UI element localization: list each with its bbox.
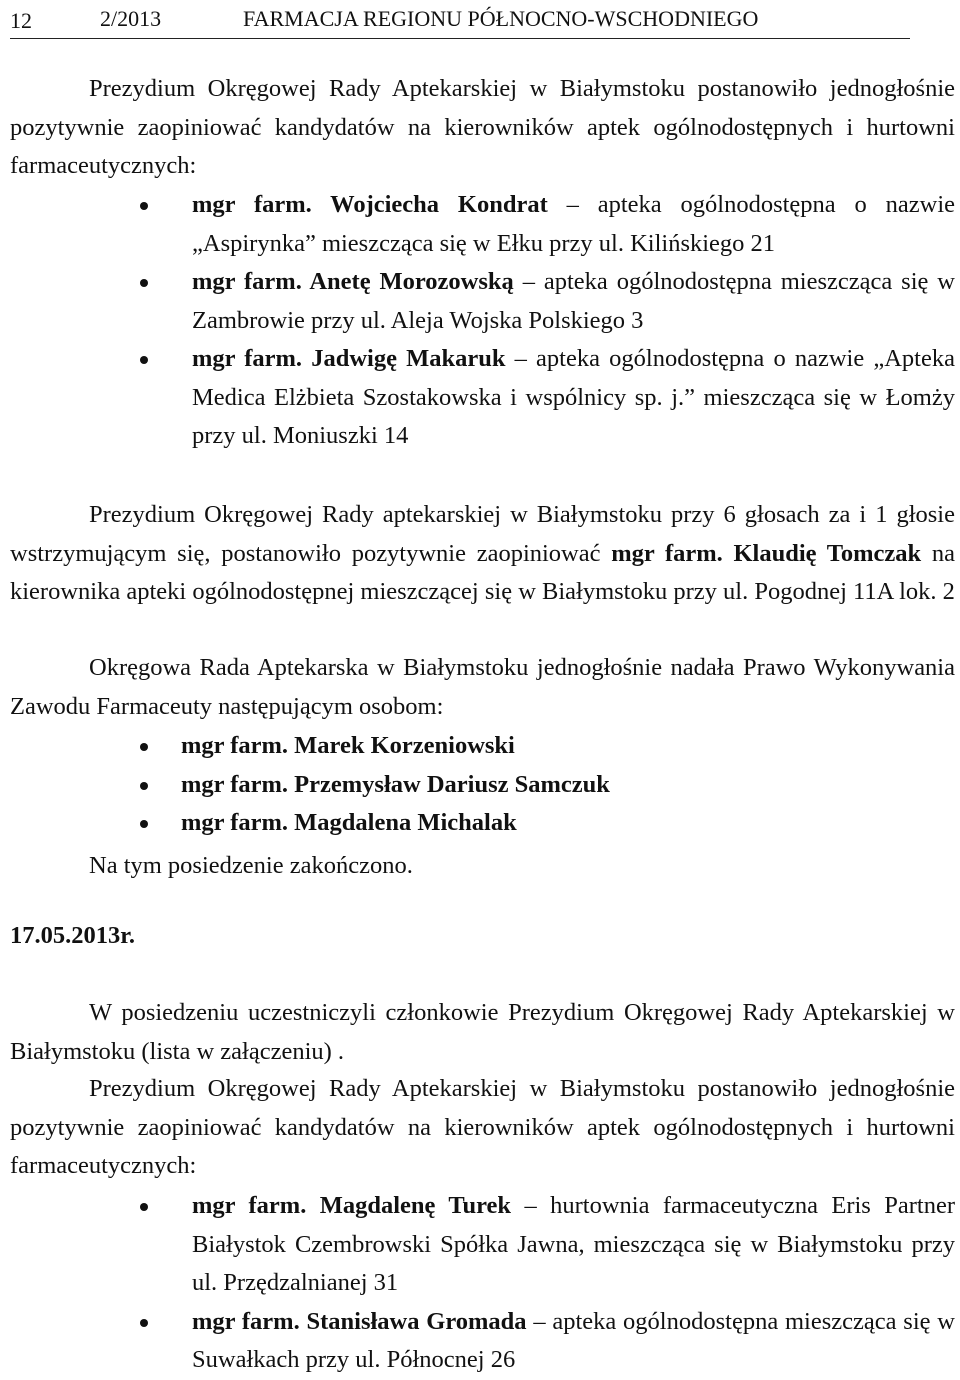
- issue-number: 2/2013: [100, 6, 162, 31]
- candidate-name: mgr farm. Stanisława Gromada: [192, 1307, 527, 1335]
- list-item: [0, 766, 960, 805]
- paragraph-2-details: na kierownika apteki ogólnodostępnej mieszczącej się w Białymstoku przy ul. Pogodnej 11A lok. 2: [10, 539, 956, 605]
- paragraph-1: Prezydium Okręgowej Rady Aptekarskiej w Białymstoku postanowiło jednogłośnie pozytywnie zaopiniować kandydatów na kierowników aptek ogólnodostępnych i hurtowni farmaceutycznych:: [10, 75, 955, 179]
- candidate-details: – apteka ogólnodostępna mieszcząca się w Zambrowie przy ul. Aleja Wojska Polskiego 3: [192, 268, 955, 334]
- list-item: [0, 1303, 960, 1380]
- candidate-details: – hurtownia farmaceutyczna Eris Partner Białystok Czembrowski Spółka Jawna, mieszcząca się w Białymstoku przy ul. Przędzalnianej 31: [192, 1192, 956, 1296]
- paragraph-4: Na tym posiedzenie zakończono.: [89, 852, 413, 879]
- person-name: mgr farm. Marek Korzeniowski: [181, 732, 515, 759]
- bullet-icon: [140, 356, 148, 364]
- list-item: [0, 727, 960, 766]
- list-item: [0, 186, 960, 263]
- paragraph-5: W posiedzeniu uczestniczyli członkowie Prezydium Okręgowej Rady Aptekarskiej w Białymstoku (lista w załączeniu) .: [10, 999, 955, 1065]
- candidate-list-2: [0, 1187, 960, 1380]
- candidate-list-1: [0, 186, 960, 456]
- bullet-icon: [140, 279, 148, 287]
- list-item: [0, 1187, 960, 1303]
- bullet-icon: [140, 782, 148, 790]
- paragraph-6: Prezydium Okręgowej Rady Aptekarskiej w Białymstoku postanowiło jednogłośnie pozytywnie zaopiniować kandydatów na kierowników aptek ogólnodostępnych i hurtowni farmaceutycznych:: [10, 1075, 955, 1179]
- bullet-icon: [140, 1203, 148, 1211]
- person-name: mgr farm. Magdalena Michalak: [181, 809, 517, 836]
- candidate-details: – apteka ogólnodostępna o nazwie „Aspirynka” mieszcząca się w Ełku przy ul. Kilińskiego 21: [192, 191, 955, 257]
- candidate-details: – apteka ogólnodostępna o nazwie „Apteka Medica Elżbieta Szostakowska i wspólnicy sp. j.” mieszcząca się w Łomży przy ul. Moniuszki 14: [192, 345, 955, 449]
- candidate-name: mgr farm. Anetę Morozowską: [192, 268, 514, 295]
- list-item: [0, 263, 960, 340]
- page-number: 12: [10, 8, 32, 33]
- candidate-details: – apteka ogólnodostępna mieszcząca się w Suwałkach przy ul. Północnej 26: [192, 1307, 955, 1373]
- candidate-name: mgr farm. Magdalenę Turek: [192, 1192, 512, 1219]
- list-item: [0, 340, 960, 456]
- list-item: [0, 804, 960, 843]
- meeting-date: 17.05.2013r.: [10, 922, 136, 949]
- bullet-icon: [140, 202, 148, 210]
- page-header: [10, 0, 910, 39]
- candidate-name: mgr farm. Wojciecha Kondrat: [192, 191, 548, 218]
- bullet-icon: [140, 820, 148, 828]
- person-name: mgr farm. Przemysław Dariusz Samczuk: [181, 770, 610, 798]
- license-list: [0, 727, 960, 843]
- paragraph-2-intro: Prezydium Okręgowej Rady aptekarskiej w Białymstoku przy 6 głosach za i 1 głosie wstrzymującym się, postanowiło pozytywnie zaopiniować: [10, 501, 955, 567]
- paragraph-2: [10, 496, 955, 612]
- journal-title: FARMACJA REGIONU PÓŁNOCNO-WSCHODNIEGO: [243, 6, 759, 31]
- candidate-name: mgr farm. Klaudię Tomczak: [611, 539, 922, 567]
- candidate-name: mgr farm. Jadwigę Makaruk: [192, 345, 506, 372]
- bullet-icon: [140, 1319, 148, 1327]
- paragraph-3: Okręgowa Rada Aptekarska w Białymstoku jednogłośnie nadała Prawo Wykonywania Zawodu Farmaceuty następującym osobom:: [10, 654, 955, 720]
- bullet-icon: [140, 743, 148, 751]
